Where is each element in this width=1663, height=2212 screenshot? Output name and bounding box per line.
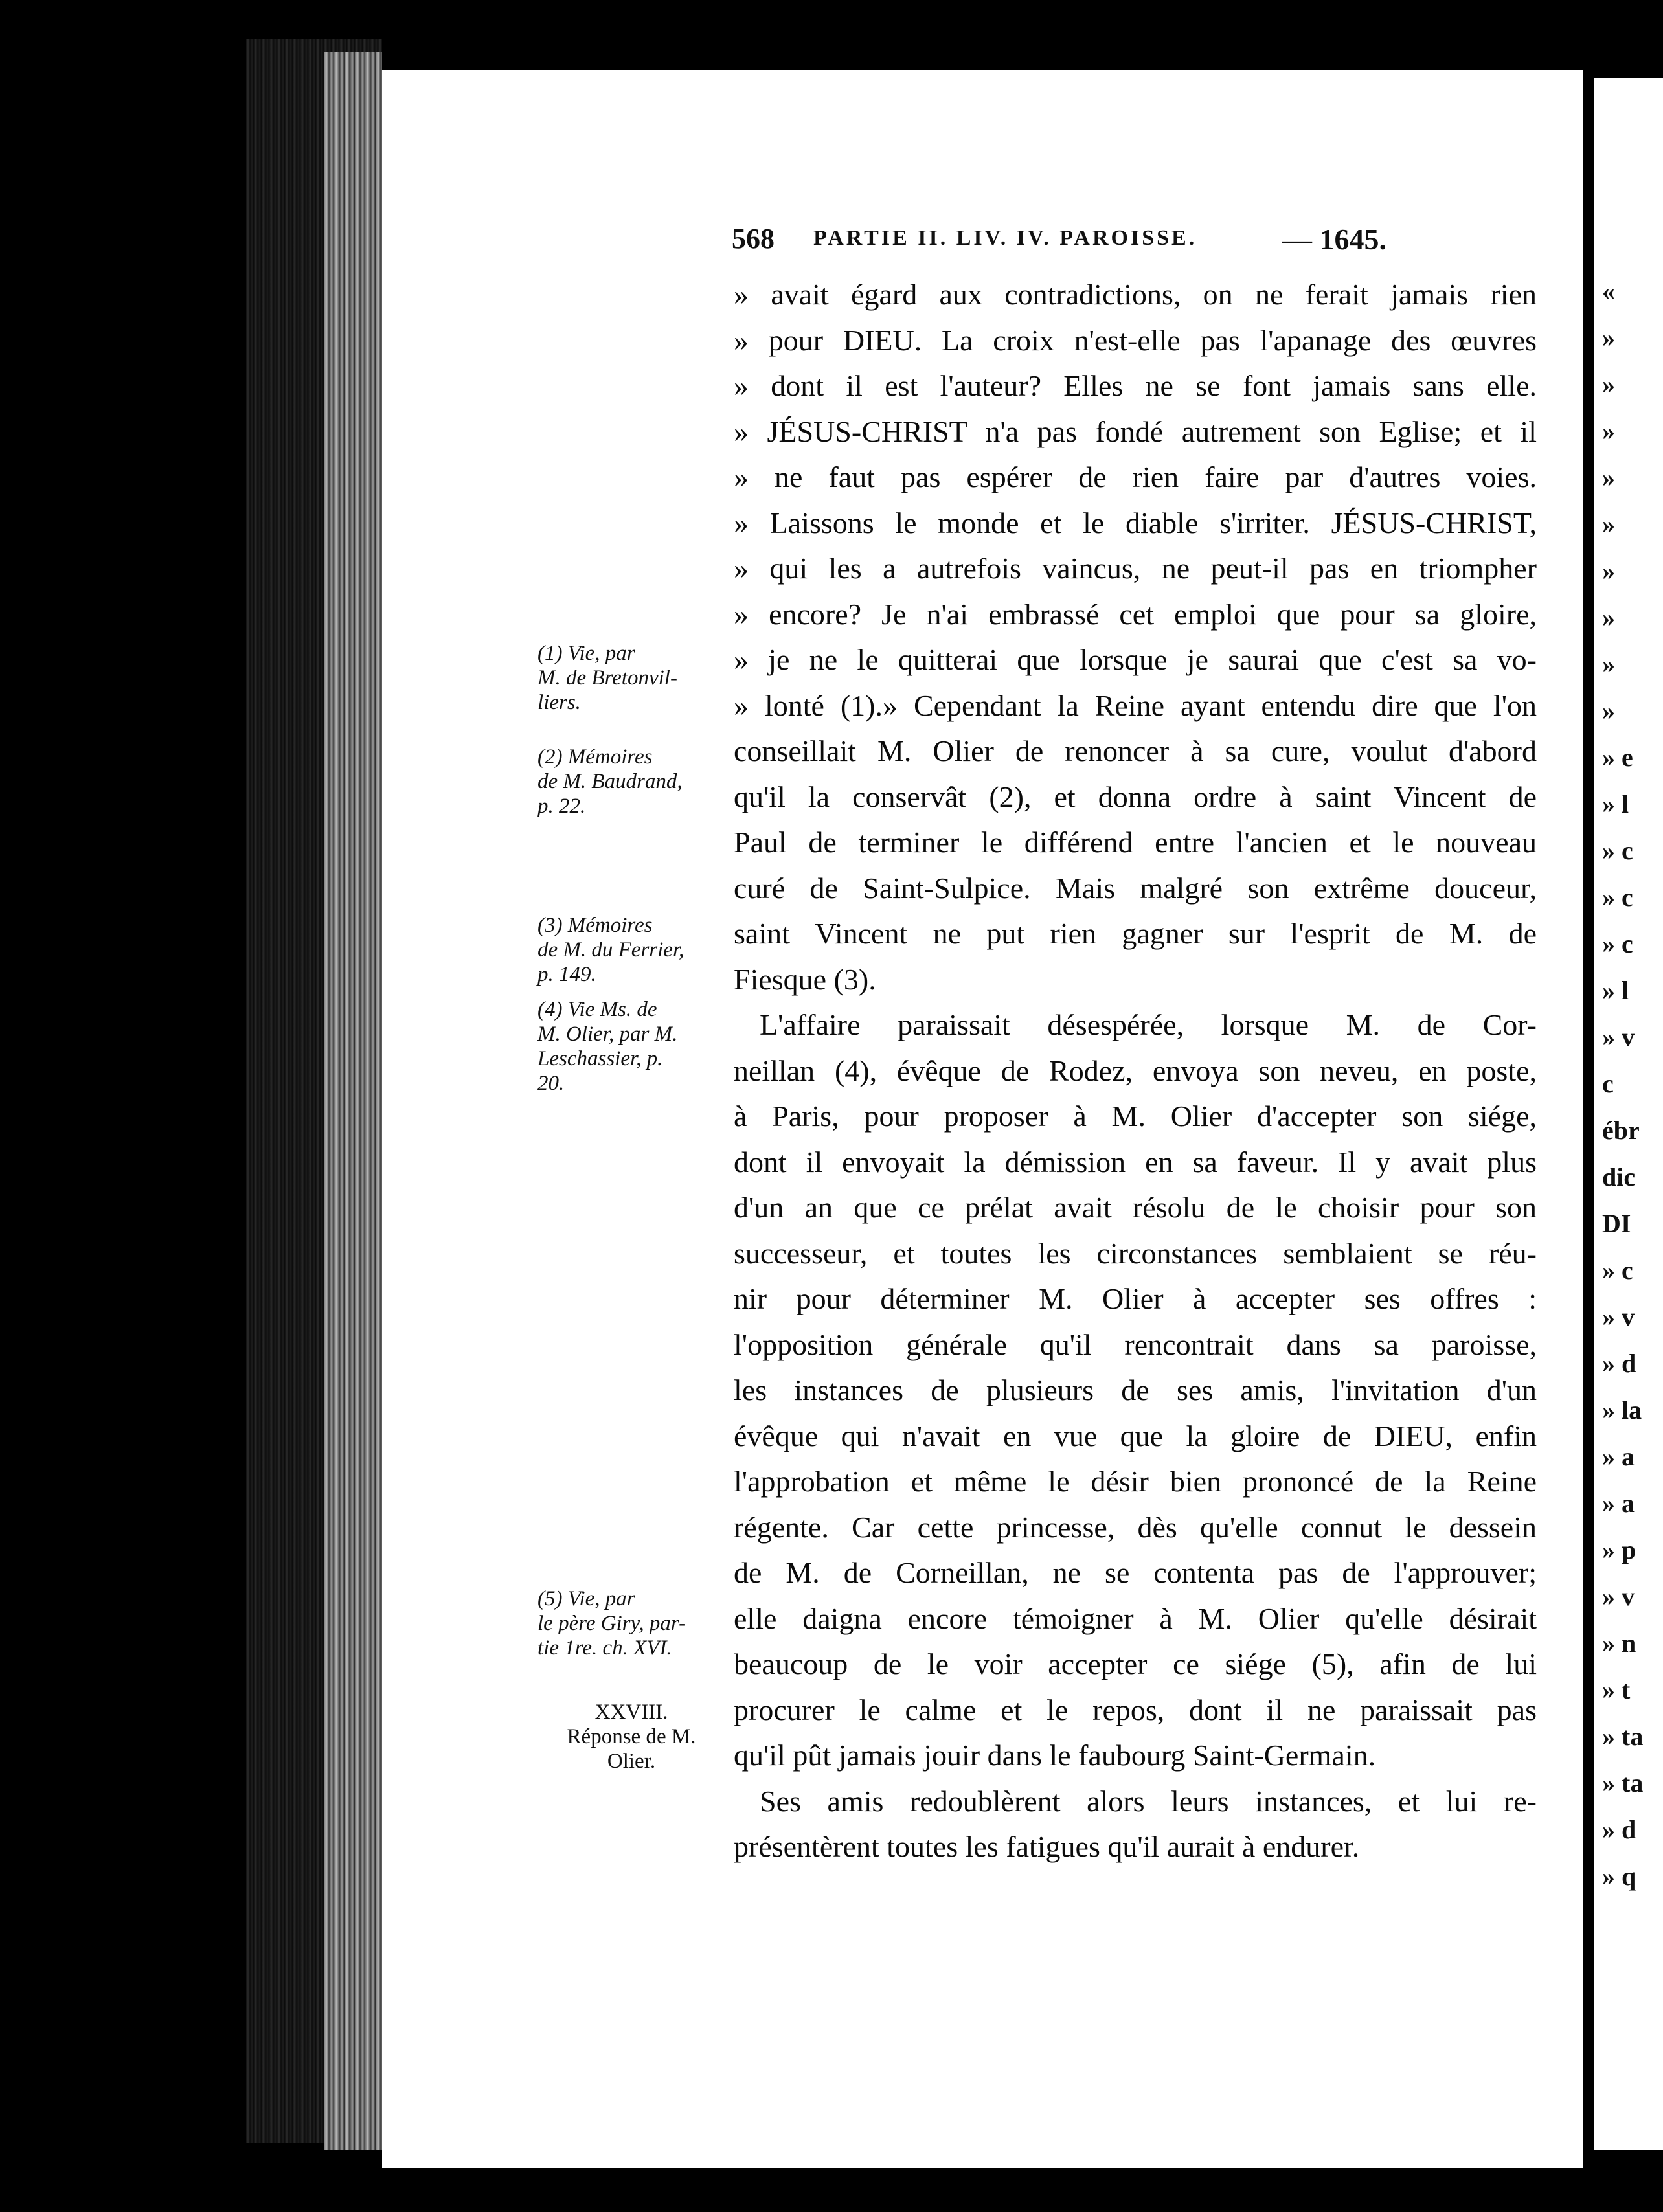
body-line: » Laissons le monde et le diable s'irriter. JÉSUS-CHRIST, — [734, 506, 1537, 539]
running-head — [350, 222, 1412, 261]
facing-page-line: » la — [1602, 1395, 1642, 1425]
body-line: successeur, et toutes les circonstances semblaient se réu- — [734, 1236, 1537, 1270]
margin-heading — [537, 1700, 725, 1774]
margin-note-line: (3) Mémoires — [537, 914, 653, 937]
facing-page-line: » l — [1602, 976, 1629, 1005]
facing-page-line: » t — [1602, 1675, 1631, 1704]
facing-page-line: » l — [1602, 789, 1629, 818]
running-year — [1282, 222, 1386, 256]
body-line: beaucoup de le voir accepter ce siége (5), afin de lui — [734, 1647, 1537, 1680]
body-line: l'approbation et même le désir bien prononcé de la Reine — [734, 1465, 1537, 1498]
body-line: » lonté (1).» Cependant la Reine ayant entendu dire que l'on — [734, 688, 1537, 722]
facing-page-line: » — [1602, 463, 1615, 492]
body-line: Ses amis redoublèrent alors leurs instances, et lui re- — [760, 1784, 1537, 1818]
page-edges — [324, 52, 382, 2150]
body-line: curé de Saint-Sulpice. Mais malgré son extrême douceur, — [734, 871, 1537, 905]
body-line: » pour DIEU. La croix n'est-elle pas l'apanage des œuvres — [734, 323, 1537, 357]
margin-note — [537, 997, 725, 1096]
running-year-value: 1645. — [1319, 223, 1386, 256]
facing-page-line: » d — [1602, 1815, 1636, 1844]
margin-note-line: p. 22. — [537, 795, 586, 818]
margin-note-line: XXVIII. — [594, 1700, 668, 1724]
running-dash: — — [1282, 223, 1312, 256]
margin-note-line: (4) Vie Ms. de — [537, 998, 657, 1021]
body-line: Paul de terminer le différend entre l'ancien et le nouveau — [734, 826, 1537, 859]
body-line: l'opposition générale qu'il rencontrait dans sa paroisse, — [734, 1327, 1537, 1361]
facing-page-line: » — [1602, 696, 1615, 725]
body-line: nir pour déterminer M. Olier à accepter ses offres : — [734, 1282, 1537, 1315]
body-line: d'un an que ce prélat avait résolu de le choisir pour son — [734, 1191, 1537, 1224]
facing-page-line: » — [1602, 323, 1615, 352]
facing-page-line: » a — [1602, 1489, 1635, 1518]
body-line: » ne faut pas espérer de rien faire par d'autres voies. — [734, 460, 1537, 493]
body-line: elle daigna encore témoigner à M. Olier qu'elle désirait — [734, 1601, 1537, 1635]
running-title: PARTIE II. LIV. IV. PAROISSE. — [813, 226, 1197, 250]
facing-page-line: » q — [1602, 1862, 1636, 1891]
margin-note-line: le père Giry, par- — [537, 1612, 686, 1635]
facing-page-line: » e — [1602, 743, 1633, 772]
facing-page-fragment — [1594, 78, 1663, 2150]
facing-page-line: » — [1602, 556, 1615, 585]
margin-note-line: 20. — [537, 1072, 565, 1095]
facing-page-line: » p — [1602, 1535, 1636, 1564]
body-line: de M. de Corneillan, ne se contenta pas de l'approuver; — [734, 1556, 1537, 1589]
facing-page-line: DI — [1602, 1209, 1631, 1238]
facing-page-line: » ta — [1602, 1722, 1644, 1751]
page-number: 568 — [732, 223, 775, 254]
body-line: » je ne le quitterai que lorsque je saurai que c'est sa vo- — [734, 643, 1537, 676]
facing-page-line: » d — [1602, 1349, 1636, 1378]
margin-note — [537, 745, 725, 818]
body-line: qu'il la conservât (2), et donna ordre à saint Vincent de — [734, 780, 1537, 813]
body-line: L'affaire paraissait désespérée, lorsque M. de Cor- — [760, 1008, 1537, 1041]
facing-page-line: dic — [1602, 1162, 1636, 1191]
body-line: neillan (4), évêque de Rodez, envoya son neveu, en poste, — [734, 1054, 1537, 1087]
facing-page-line: » — [1602, 510, 1615, 539]
facing-page-line: » c — [1602, 883, 1633, 912]
margin-note-line: p. 149. — [537, 963, 596, 986]
body-line: présentèrent toutes les fatigues qu'il aurait à endurer. — [734, 1830, 1360, 1863]
body-line: » dont il est l'auteur? Elles ne se font jamais sans elle. — [734, 369, 1537, 402]
margin-note-line: de M. du Ferrier, — [537, 938, 684, 962]
margin-note-line: Leschassier, p. — [537, 1047, 663, 1070]
margin-note — [537, 913, 725, 987]
facing-page-line: » — [1602, 603, 1615, 632]
facing-page-line: » v — [1602, 1582, 1635, 1611]
body-line: régente. Car cette princesse, dès qu'elle connut le dessein — [734, 1510, 1537, 1544]
margin-note-line: Réponse de M. — [567, 1725, 696, 1748]
facing-page-line: » — [1602, 370, 1615, 399]
facing-page-line: « — [1602, 276, 1615, 306]
facing-page-line: » v — [1602, 1022, 1635, 1052]
body-line: les instances de plusieurs de ses amis, l'invitation d'un — [734, 1373, 1537, 1406]
facing-page-line: » v — [1602, 1302, 1635, 1331]
body-text — [734, 272, 1537, 1870]
facing-page-line: ébr — [1602, 1116, 1640, 1145]
facing-page-line: » — [1602, 649, 1615, 679]
margin-note-line: (5) Vie, par — [537, 1587, 635, 1610]
body-line: » avait égard aux contradictions, on ne ferait jamais rien — [734, 278, 1537, 311]
margin-note-line: de M. Baudrand, — [537, 770, 683, 793]
margin-note-line: M. de Bretonvil- — [537, 666, 677, 690]
body-line: dont il envoyait la démission en sa faveur. Il y avait plus — [734, 1145, 1537, 1179]
body-line: » JÉSUS-CHRIST n'a pas fondé autrement son Eglise; et il — [734, 414, 1537, 448]
body-line: évêque qui n'avait en vue que la gloire de DIEU, enfin — [734, 1419, 1537, 1452]
margin-note-line: (2) Mémoires — [537, 745, 653, 769]
margin-note-line: (1) Vie, par — [537, 642, 635, 665]
margin-note-line: Olier. — [607, 1750, 656, 1773]
body-line: saint Vincent ne put rien gagner sur l'esprit de M. de — [734, 917, 1537, 950]
body-line: » encore? Je n'ai embrassé cet emploi que pour sa gloire, — [734, 597, 1537, 631]
body-line: » qui les a autrefois vaincus, ne peut-il pas en triompher — [734, 552, 1537, 585]
facing-page-line: » a — [1602, 1442, 1635, 1471]
body-line: à Paris, pour proposer à M. Olier d'accepter son siége, — [734, 1100, 1537, 1133]
margin-note — [537, 641, 725, 715]
facing-page-line: » c — [1602, 836, 1633, 865]
facing-page-line: » n — [1602, 1629, 1636, 1658]
margin-note-line: M. Olier, par M. — [537, 1022, 678, 1046]
facing-page-line: » c — [1602, 929, 1633, 958]
margin-note — [537, 1586, 725, 1660]
margin-note-line: liers. — [537, 691, 581, 714]
margin-note-line: tie 1re. ch. XVI. — [537, 1636, 672, 1660]
facing-page-line: » c — [1602, 1256, 1633, 1285]
body-line: procurer le calme et le repos, dont il ne paraissait pas — [734, 1693, 1537, 1726]
facing-page-line: c — [1602, 1069, 1614, 1098]
body-line: Fiesque (3). — [734, 962, 876, 996]
facing-page-line: » ta — [1602, 1768, 1644, 1798]
body-line: conseillait M. Olier de renoncer à sa cure, voulut d'abord — [734, 734, 1537, 767]
facing-page-line: » — [1602, 416, 1615, 446]
body-line: qu'il pût jamais jouir dans le faubourg Saint-Germain. — [734, 1739, 1376, 1772]
